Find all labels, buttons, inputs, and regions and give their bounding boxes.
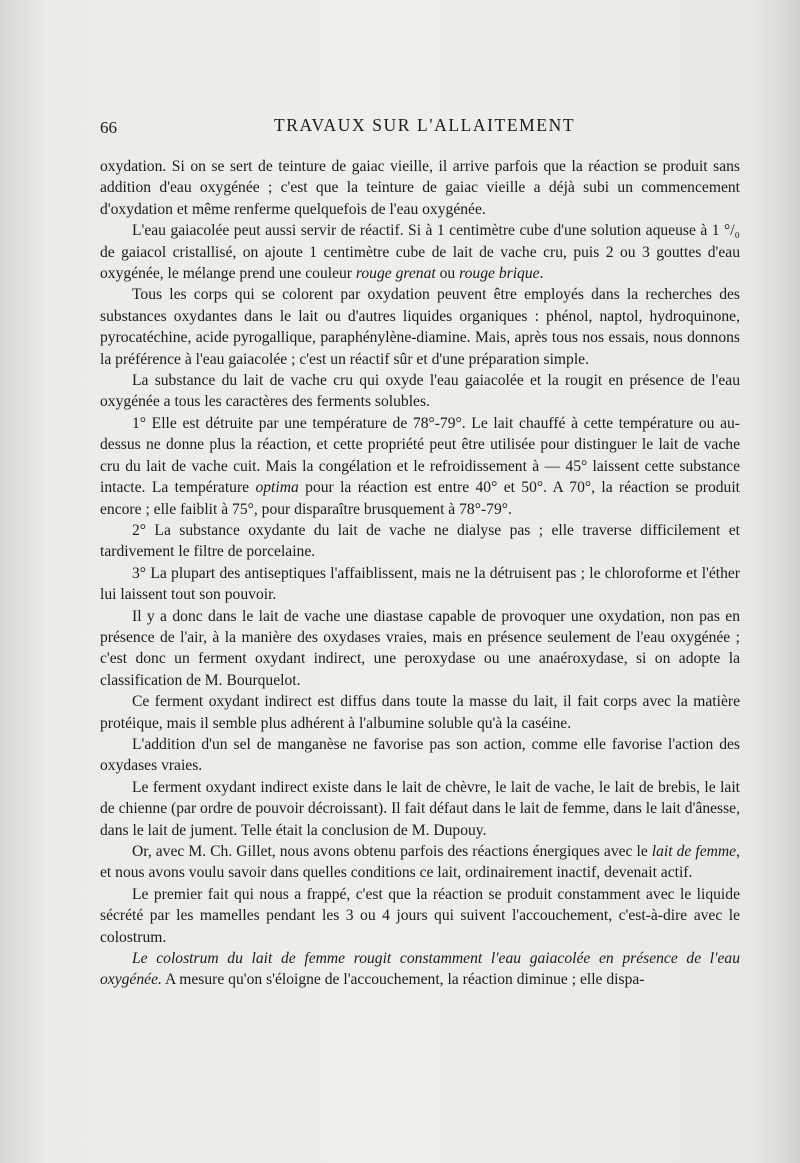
paragraph [100, 563, 740, 606]
italic-text: lait de femme [651, 843, 737, 860]
paragraph-text: pour la réaction est entre 40° et 50°. A 70°, la réaction se produit encore ; elle faiblit à 75°, pour disparaître brusquement à 78°-79°. [100, 479, 740, 518]
running-title: TRAVAUX SUR L'ALLAITEMENT [274, 115, 576, 135]
paragraph-text: L'eau gaiacolée peut aussi servir de réactif. Si à 1 centimètre cube d'une solution aqueuse à 1 °/₀ de gaiacol cristallisé, on ajoute 1 centimètre cube de lait de vache cru, puis 2 ou 3 gouttes d'eau oxygénée, le mélange prend une couleur [100, 222, 740, 283]
paragraph-text: 3° La plupart des antiseptiques l'affaiblissent, mais ne la détruisent pas ; le chloroforme et l'éther lui laissent tout son pouvoir. [100, 564, 740, 604]
paragraph-text: Ce ferment oxydant indirect est diffus dans toute la masse du lait, il fait corps avec la matière protéique, mais il semble plus adhérent à l'albumine soluble qu'à la caséine. [100, 693, 740, 732]
paragraph-text: . [539, 265, 544, 283]
paragraph [100, 520, 740, 563]
paragraph-text: La substance du lait de vache cru qui oxyde l'eau gaiacolée et la rougit en présence de l'eau oxygénée a tous les caractères des ferments solubles. [100, 372, 740, 411]
paragraph [100, 220, 740, 284]
paragraph-text: Il y a donc dans le lait de vache une diastase capable de provoquer une oxydation, non pas en présence de l'air, à la manière des oxydases vraies, mais en présence seulement de l'eau oxygénée ; c'est donc un ferment oxydant indirect, une peroxydase ou une anaéroxydase, si on adopte la classification de M. Bourquelot. [100, 607, 740, 689]
paragraph [100, 370, 740, 413]
page-header [100, 112, 740, 142]
italic-text: rouge brique [459, 265, 540, 283]
paragraph-text: Le premier fait qui nous a frappé, c'est que la réaction se produit constamment avec le liquide sécrété par les mamelles pendant les 3 ou 4 jours qui suivent l'accouchement, c'est-à-dire avec le colostrum. [100, 885, 740, 946]
paragraph-text: Le ferment oxydant indirect existe dans le lait de chèvre, le lait de vache, le lait de brebis, le lait de chienne (par ordre de pouvoir décroissant). Il fait défaut dans le lait de femme, dans le lait d'ânesse, dans le lait de jument. Telle était la conclusion de M. Dupouy. [100, 778, 740, 839]
paragraph [100, 156, 740, 220]
paragraph [100, 284, 740, 370]
body-text [100, 156, 740, 991]
paragraph [100, 948, 740, 991]
paragraph [100, 691, 740, 734]
paragraph-text: oxydation. Si on se sert de teinture de gaiac vieille, il arrive parfois que la réaction se produit sans addition d'eau oxygénée ; c'est que la teinture de gaiac vieille a déjà subi un commencement d'oxydation et même renferme quelquefois de l'eau oxygénée. [100, 158, 740, 218]
page-number: 66 [100, 118, 117, 137]
italic-text: rouge grenat [355, 265, 436, 283]
paragraph-text: Or, avec M. Ch. Gillet, nous avons obtenu parfois des réactions énergiques avec le [132, 843, 652, 860]
paragraph-text: 2° La substance oxydante du lait de vache ne dialyse pas ; elle traverse difficilement et tardivement le filtre de porcelaine. [100, 521, 740, 561]
paragraph [100, 413, 740, 520]
paragraph-text: Tous les corps qui se colorent par oxydation peuvent être employés dans la recherches des substances oxydantes dans le lait ou d'autres liquides organiques : phénol, naptol, hydroquinone, pyrocatéchine, acide pyrogallique, paraphénylène-diamine. Mais, après tous nos essais, nous donnons la préférence à l'eau gaiacolée ; c'est un réactif sûr et d'une préparation simple. [100, 286, 740, 368]
paragraph-text: A mesure qu'on s'éloigne de l'accouchement, la réaction diminue ; elle dispa- [161, 971, 645, 989]
paragraph [100, 884, 740, 948]
paragraph [100, 734, 740, 777]
italic-text: optima [255, 479, 299, 497]
paragraph-text: 1° Elle est détruite par une température de 78°-79°. Le lait chauffé à cette température ou au-dessus ne donne plus la réaction, et cette propriété peut être utilisée pour distinguer le lait de vache cru du lait de vache cuit. Mais la congélation et le refroidissement à — 45° laissent cette substance intacte. La température [100, 414, 740, 497]
paragraph-text: ou [435, 265, 460, 283]
paragraph-text: L'addition d'un sel de manganèse ne favorise pas son action, comme elle favorise l'action des oxydases vraies. [100, 735, 740, 775]
paragraph [100, 777, 740, 841]
paragraph [100, 606, 740, 692]
paragraph [100, 841, 740, 884]
italic-text: Le colostrum du lait de femme rougit constamment l'eau gaiacolée en présence de l'eau oxygénée. [100, 950, 740, 989]
paragraph-text: , et nous avons voulu savoir dans quelles conditions ce lait, ordinairement inactif, devenait actif. [100, 843, 740, 882]
